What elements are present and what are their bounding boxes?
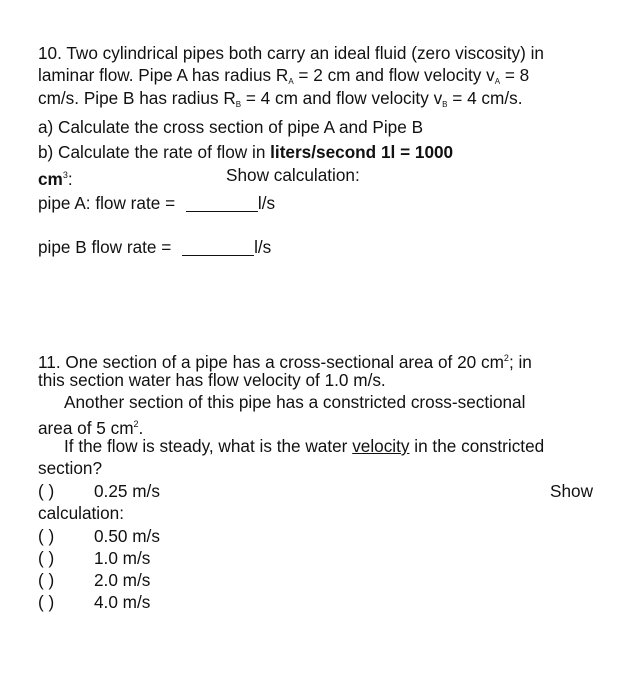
q11-option-3-marker[interactable]: ( ) [38,548,55,568]
q11-option-5-marker[interactable]: ( ) [38,592,55,612]
q11-option-4-marker[interactable]: ( ) [38,570,55,590]
q10-cm-unit: $cm^3$: [38,169,73,189]
q10-pipe-b-row: pipe B flow rate = l/s [38,237,272,257]
q10-line-3: cm/s. Pipe B has radius $R_B = 4$ cm and flow velocity $v_B = 4$ cm/s. [38,88,523,109]
q10-part-b: b) Calculate the rate of flow in liters/second 1l = 1000 [38,142,454,162]
q11-line-3: Another section of this pipe has a constricted cross-sectional [64,392,526,412]
q11-line-4: area of 5 $cm^2$. [38,418,144,438]
q11-line-2: this section water has flow velocity of 1.0 m/s. [38,370,386,390]
q11-line-6: section? [38,458,103,478]
q11-option-1-text: 0.25 m/s [94,481,160,501]
q11-show: Show [550,481,593,501]
q11-line-1: 11. One section of a pipe has a cross-sectional area of 20 $cm^2$; in [38,352,532,372]
q11-calculation: calculation: [38,503,124,523]
q10-show-calculation: Show calculation: [226,165,360,185]
q11-option-2-text: 0.50 m/s [94,526,160,546]
q11-option-3-text: 1.0 m/s [94,548,151,568]
q10-line-2: laminar flow. Pipe A has radius $R_A = 2$ cm and flow velocity $v_A = 8$ [38,65,530,86]
q10-pipe-a-row: pipe A: flow rate = l/s [38,193,276,213]
q10-part-a: a) Calculate the cross section of pipe A and Pipe B [38,117,424,137]
q10-line-1: 10. Two cylindrical pipes both carry an ideal fluid (zero viscosity) in [38,43,544,63]
q11-option-4-text: 2.0 m/s [94,570,151,590]
q11-line-5: If the flow is steady, what is the water velocity in the constricted [64,436,545,456]
pipe-a-answer-blank[interactable] [186,197,258,212]
q11-option-1-marker[interactable]: ( ) [38,481,55,501]
pipe-b-answer-blank[interactable] [182,241,254,256]
q11-option-5-text: 4.0 m/s [94,592,151,612]
q11-option-2-marker[interactable]: ( ) [38,526,55,546]
